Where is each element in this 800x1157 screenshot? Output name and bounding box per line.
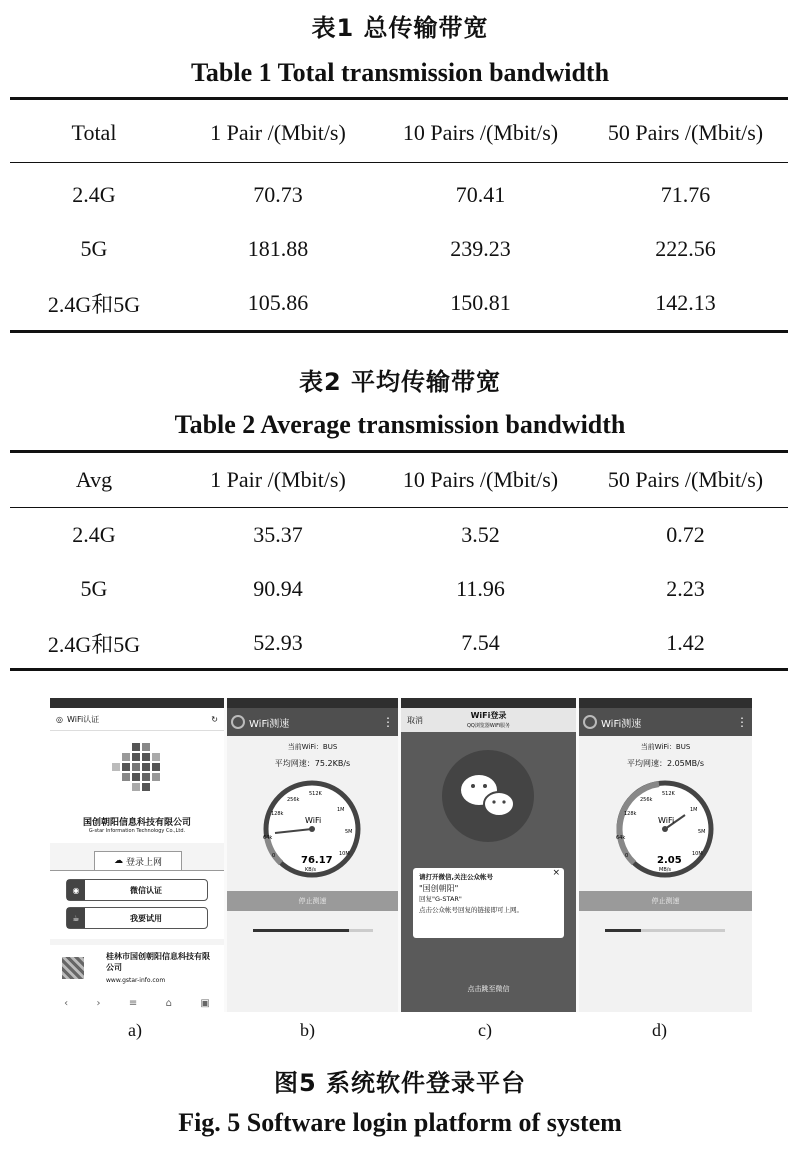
table-cell: 70.73 bbox=[253, 182, 303, 207]
table-row bbox=[10, 508, 788, 562]
status-bar bbox=[579, 698, 752, 708]
figure-en-caption: Fig. 5 Software login platform of system bbox=[178, 1108, 622, 1137]
gauge-tick: 128k bbox=[624, 811, 637, 817]
table-cell: 0.72 bbox=[666, 522, 705, 547]
trial-button[interactable] bbox=[66, 907, 208, 929]
gauge-tick: 10M bbox=[339, 851, 350, 857]
table-cell: 2.4G和5G bbox=[47, 291, 141, 317]
table-cell: 222.56 bbox=[655, 236, 716, 261]
subfigure-label-c: c) bbox=[478, 1020, 492, 1040]
table2-header-cell: 10 Pairs /(Mbit/s) bbox=[402, 467, 559, 492]
dialog-line: 点击公众帐号回复的链接即可上网。 bbox=[419, 906, 523, 914]
gauge-unit: MB/s bbox=[659, 867, 672, 873]
status-bar bbox=[50, 698, 224, 708]
company-name: 国创朝阳信息科技有限公司 bbox=[82, 818, 191, 828]
app-bar bbox=[227, 708, 398, 736]
gauge-unit: KB/s bbox=[305, 867, 316, 873]
open-wechat-button[interactable]: 点击跳至微信 bbox=[467, 985, 510, 993]
subtitle: QQ浏览器WiFi服务 bbox=[467, 723, 510, 729]
footer-logo bbox=[62, 957, 84, 979]
table1 bbox=[10, 106, 788, 160]
gauge-tick: 0 bbox=[625, 853, 629, 859]
globe-icon: ◎ bbox=[56, 714, 63, 724]
current-wifi: 当前WiFi：BUS bbox=[640, 743, 691, 751]
company-name-en: G-star Information Technology Co.,Ltd. bbox=[88, 828, 186, 834]
table1-body bbox=[10, 168, 788, 330]
url-bar[interactable] bbox=[50, 708, 224, 731]
table-cell: 71.76 bbox=[660, 182, 711, 207]
speed-app-icon bbox=[231, 715, 245, 729]
table-cell: 5G bbox=[80, 236, 108, 261]
tabs-icon[interactable]: ▣ bbox=[200, 997, 210, 1009]
url-text: WiFi认证 bbox=[66, 714, 100, 724]
table1-header-rule bbox=[10, 162, 788, 163]
figure-screenshots bbox=[50, 698, 752, 1012]
table2 bbox=[10, 453, 788, 507]
table1-header-row bbox=[10, 106, 788, 160]
back-icon[interactable]: ‹ bbox=[64, 997, 69, 1009]
table1-header-cell: 10 Pairs /(Mbit/s) bbox=[402, 120, 559, 145]
company-logo bbox=[102, 739, 172, 809]
stop-test-label: 停止测速 bbox=[298, 897, 327, 905]
table2-header-cell: 50 Pairs /(Mbit/s) bbox=[607, 467, 764, 492]
refresh-icon[interactable]: ↻ bbox=[211, 714, 218, 724]
footer-card bbox=[50, 945, 224, 995]
table-cell: 150.81 bbox=[450, 290, 511, 315]
table-cell: 2.4G bbox=[72, 182, 116, 207]
current-wifi: 当前WiFi：BUS bbox=[287, 743, 338, 751]
tab-login-label: 登录上网 bbox=[125, 857, 162, 868]
table-cell: 3.52 bbox=[461, 522, 500, 547]
cancel-button[interactable]: 取消 bbox=[407, 716, 423, 725]
tab-login[interactable] bbox=[94, 851, 182, 870]
gauge-tick: 1M bbox=[337, 807, 345, 813]
gauge-tick: 5M bbox=[345, 829, 353, 835]
avg-speed: 平均网速：2.05MB/s bbox=[626, 759, 705, 768]
screenshot-b bbox=[227, 698, 398, 1012]
table-row bbox=[10, 276, 788, 330]
table2-en-caption: Table 2 Average transmission bandwidth bbox=[174, 410, 626, 439]
screenshot-a bbox=[50, 698, 224, 1012]
gauge-label: WiFi bbox=[305, 816, 322, 825]
gauge-tick: 10M bbox=[692, 851, 703, 857]
browser-nav-bar bbox=[50, 994, 224, 1012]
menu-icon[interactable]: ≡ bbox=[128, 997, 138, 1009]
table-row bbox=[10, 222, 788, 276]
wechat-auth-button[interactable] bbox=[66, 879, 208, 901]
wechat-auth-label: 微信认证 bbox=[130, 885, 162, 895]
footer-company: 桂林市国创朝阳信息科技有限公司 bbox=[106, 952, 210, 972]
table-row bbox=[10, 562, 788, 616]
table-cell: 181.88 bbox=[247, 236, 309, 261]
progress-bar bbox=[253, 929, 373, 932]
table2-header-row bbox=[10, 453, 788, 507]
table1-header-cell: 50 Pairs /(Mbit/s) bbox=[607, 120, 764, 145]
table-cell: 239.23 bbox=[450, 236, 511, 261]
table1-header-cell: 1 Pair /(Mbit/s) bbox=[210, 120, 346, 145]
table2-header-cell: Avg bbox=[75, 467, 113, 492]
status-bar bbox=[227, 698, 398, 708]
screenshot-c bbox=[401, 698, 576, 1012]
stop-test-button[interactable] bbox=[579, 891, 752, 911]
table2-bottom-rule bbox=[10, 668, 788, 671]
gauge-tick: 256k bbox=[287, 797, 300, 803]
dialog-line: 回复"G-STAR" bbox=[419, 895, 462, 903]
screenshot-d bbox=[579, 698, 752, 1012]
progress-fill bbox=[253, 929, 349, 932]
speed-gauge bbox=[227, 771, 398, 881]
subfigure-label-a: a) bbox=[128, 1020, 142, 1040]
dialog-line: "国创朝阳" bbox=[419, 884, 459, 893]
home-icon[interactable]: ⌂ bbox=[165, 997, 172, 1009]
progress-fill bbox=[605, 929, 641, 932]
figure-cn-caption: 图5 系统软件登录平台 bbox=[273, 1069, 527, 1097]
cup-icon: ☕ bbox=[67, 908, 85, 928]
table-cell: 5G bbox=[80, 576, 108, 601]
title-bar bbox=[401, 708, 576, 732]
table-cell: 7.54 bbox=[461, 630, 500, 655]
gauge-tick: 256k bbox=[640, 797, 653, 803]
gauge-tick: 512K bbox=[662, 791, 675, 797]
app-bar bbox=[579, 708, 752, 736]
avg-speed: 平均网速：75.2KB/s bbox=[274, 759, 351, 768]
table-cell: 142.13 bbox=[655, 290, 716, 315]
gauge-value: 2.05 bbox=[657, 855, 682, 866]
table-cell: 1.42 bbox=[666, 630, 705, 655]
table2-cn-caption: 表2 平均传输带宽 bbox=[298, 368, 502, 396]
login-panel bbox=[50, 870, 224, 939]
subfigure-label-b: b) bbox=[300, 1020, 315, 1040]
speed-app-icon bbox=[583, 715, 597, 729]
more-icon[interactable]: ⋮ bbox=[382, 715, 394, 729]
subfigure-label-d: d) bbox=[652, 1020, 667, 1040]
gauge-tick: 512K bbox=[309, 791, 322, 797]
gauge-tick: 128k bbox=[271, 811, 284, 817]
trial-label: 我要试用 bbox=[130, 913, 162, 923]
wifi-icon: ☁ bbox=[113, 856, 123, 866]
table-cell: 52.93 bbox=[253, 630, 303, 655]
table-cell: 2.4G和5G bbox=[47, 631, 141, 657]
speed-gauge bbox=[579, 771, 752, 881]
wechat-dialog bbox=[413, 868, 564, 938]
logo-area bbox=[50, 731, 224, 843]
wechat-logo bbox=[401, 732, 576, 862]
gauge-tick: 1M bbox=[690, 807, 698, 813]
forward-icon[interactable]: › bbox=[96, 997, 101, 1009]
wechat-icon: ◉ bbox=[67, 880, 85, 900]
table-cell: 35.37 bbox=[253, 522, 303, 547]
table-cell: 90.94 bbox=[253, 576, 303, 601]
dialog-line: 请打开微信,关注公众帐号 bbox=[419, 873, 493, 881]
title: WiFi登录 bbox=[470, 711, 507, 720]
table-row bbox=[10, 616, 788, 670]
table2-header-cell: 1 Pair /(Mbit/s) bbox=[210, 467, 346, 492]
table-row bbox=[10, 168, 788, 222]
table1-header-cell: Total bbox=[71, 120, 117, 145]
status-bar bbox=[401, 698, 576, 708]
stop-test-button[interactable] bbox=[227, 891, 398, 911]
gauge-value: 76.17 bbox=[301, 855, 333, 866]
gauge-tick: 64k bbox=[616, 835, 626, 841]
gauge-tick: 0 bbox=[272, 853, 276, 859]
gauge-label: WiFi bbox=[658, 816, 675, 825]
table1-en-caption: Table 1 Total transmission bandwidth bbox=[190, 58, 610, 87]
table-cell: 70.41 bbox=[455, 182, 506, 207]
table1-top-rule bbox=[10, 97, 788, 100]
app-title: WiFi测速 bbox=[601, 718, 642, 730]
table1-cn-caption: 表1 总传输带宽 bbox=[311, 14, 489, 42]
gauge-tick: 5M bbox=[698, 829, 706, 835]
stop-test-label: 停止测速 bbox=[651, 897, 680, 905]
table-cell: 2.4G bbox=[72, 522, 116, 547]
table-cell: 11.96 bbox=[456, 576, 505, 601]
progress-bar bbox=[605, 929, 725, 932]
table-cell: 2.23 bbox=[666, 576, 705, 601]
table1-bottom-rule bbox=[10, 330, 788, 333]
table2-body bbox=[10, 508, 788, 670]
table-cell: 105.86 bbox=[247, 290, 309, 315]
close-icon[interactable]: × bbox=[552, 868, 560, 878]
app-title: WiFi测速 bbox=[249, 718, 290, 730]
gauge-tick: 64k bbox=[263, 835, 273, 841]
footer-url[interactable]: www.gstar-info.com bbox=[106, 977, 166, 984]
more-icon[interactable]: ⋮ bbox=[736, 715, 748, 729]
